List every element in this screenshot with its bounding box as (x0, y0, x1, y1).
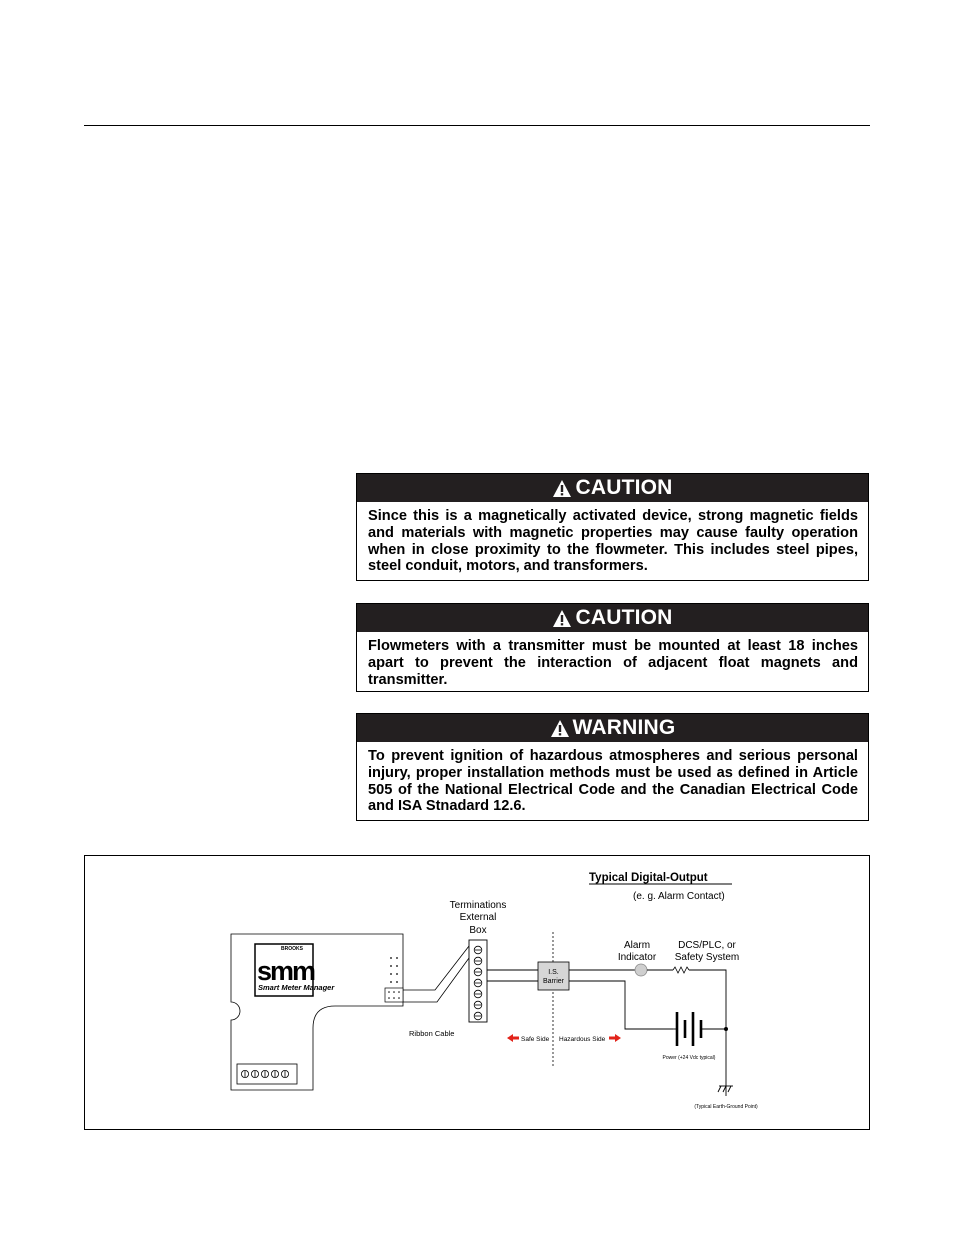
warning-heading: WARNING (572, 716, 676, 739)
wiring-diagram (84, 855, 870, 1130)
diagram-subtitle: (e. g. Alarm Contact) (633, 891, 725, 902)
logo-letters: smm (257, 956, 315, 986)
dcs-resistor (673, 967, 689, 973)
header-rule (84, 125, 870, 126)
warning-triangle-icon (550, 719, 570, 738)
logo-name: Smart Meter Manager (258, 983, 335, 992)
hazardous-side-arrow-icon (609, 1034, 621, 1042)
caution-heading: CAUTION (575, 476, 673, 499)
junction-dot (724, 1027, 728, 1031)
terminations-label-1: Terminations (449, 900, 507, 911)
warning-triangle-icon (552, 479, 572, 498)
wire-dcs-ground (689, 970, 726, 1096)
terminations-label-3: Box (469, 925, 487, 936)
dcs-label-1: DCS/PLC, or (678, 940, 736, 951)
safe-side-arrow-icon (507, 1034, 519, 1042)
caution-text: Since this is a magnetically activated device, strong magnetic fields and materials with magnetic properties may cause faulty operation when in close proximity to the flowmeter. This includes steel pipes, steel conduit, motors, and transformers. (368, 508, 858, 575)
warning-box-ignition (356, 713, 869, 821)
earth-ground-icon (718, 1086, 733, 1092)
caution-header (357, 474, 868, 502)
board-connector (385, 988, 403, 1002)
power-battery-icon (677, 1012, 701, 1046)
caution-box-magnetic (356, 473, 869, 581)
ribbon-cable-label: Ribbon Cable (409, 1029, 455, 1038)
caution-header (357, 604, 868, 632)
alarm-indicator-lamp (635, 964, 647, 976)
warning-text: To prevent ignition of hazardous atmospheres and serious personal injury, proper installation methods must be used as defined in Article 505 of the National Electrical Code and the Canadian Electrical Code and ISA Stnadard 12.6. (368, 748, 858, 815)
terminations-label-2: External (459, 912, 497, 923)
barrier-label-2: Barrier (542, 978, 565, 985)
barrier-label-1: I.S. (548, 969, 559, 976)
is-barrier (538, 962, 569, 990)
wire-power (569, 981, 673, 1029)
ground-label: (Typical Earth-Ground Point) (694, 1104, 758, 1110)
warning-triangle-icon (552, 609, 572, 628)
dcs-label-2: Safety System (674, 952, 740, 963)
diagram-title: Typical Digital-Output (589, 872, 708, 884)
alarm-label-1: Alarm (623, 940, 651, 951)
hazardous-side-label: Hazardous Side (559, 1036, 606, 1043)
caution-text: Flowmeters with a transmitter must be mounted at least 18 inches apart to prevent the interaction of adjacent float magnets and transmitter. (368, 638, 858, 688)
warning-header (357, 714, 868, 742)
logo-brand: BROOKS (281, 946, 303, 952)
alarm-label-2: Indicator (617, 952, 657, 963)
caution-box-spacing (356, 603, 869, 692)
safe-side-label: Safe Side (521, 1036, 550, 1043)
ribbon-cable (403, 946, 469, 1002)
power-label: Power (+24 Vdc typical) (662, 1055, 716, 1061)
wiring-diagram-svg (85, 856, 871, 1131)
caution-heading: CAUTION (575, 606, 673, 629)
